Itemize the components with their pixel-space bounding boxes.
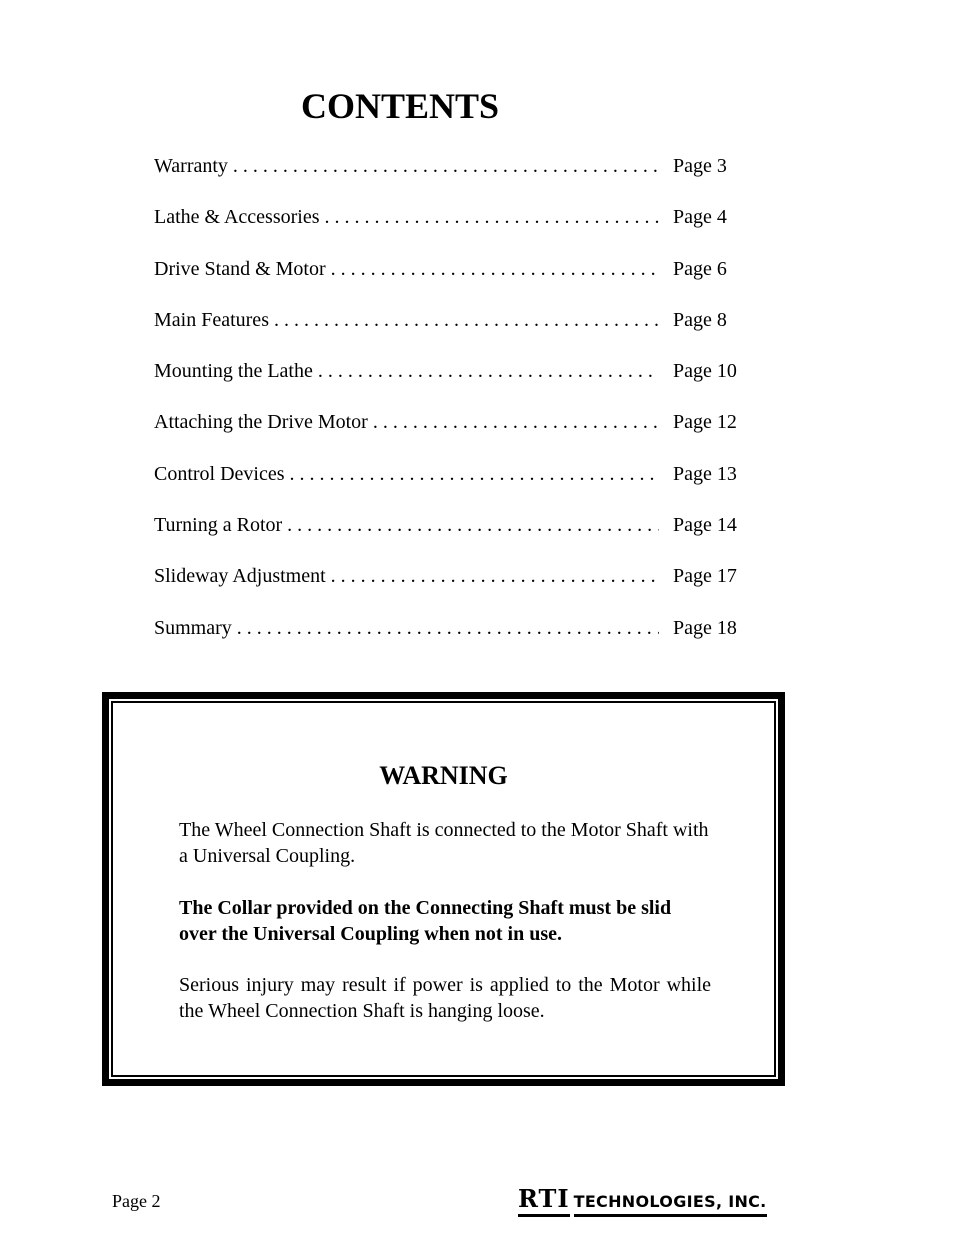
toc-entry-warranty (154, 152, 754, 203)
toc-entry-label: Attaching the Drive Motor . . . (154, 408, 659, 436)
warning-paragraph-coupling: The Wheel Connection Shaft is connected to the Motor Shaft with a Universal Coupling. (179, 819, 709, 867)
warning-paragraph-collar: The Collar provided on the Connecting Shaft must be slid over the Universal Coupling when not in use. (179, 897, 672, 945)
toc-entry-page: Page 4 (673, 206, 727, 229)
warning-paragraph-injury: Serious injury may result if power is applied to the Motor while the Wheel Connection Shaft is hanging loose. (179, 974, 711, 1022)
warning-box (102, 692, 785, 1086)
company-logo (518, 1184, 767, 1213)
toc-entry-label: Turning a Rotor . . . (154, 511, 659, 539)
toc-entry-page: Page 8 (673, 308, 727, 331)
logo-mark: RTI (518, 1184, 570, 1217)
toc-entry-main-features (154, 306, 754, 357)
toc-entry-lathe-accessories (154, 203, 754, 254)
toc-entry-label: Warranty . . . (154, 152, 659, 180)
toc-entry-label: Mounting the Lathe . . . (154, 357, 659, 385)
toc-entry-slideway-adjustment (154, 562, 754, 613)
toc-entry-turning-a-rotor (154, 511, 754, 562)
table-of-contents (154, 152, 754, 665)
toc-entry-page: Page 17 (673, 565, 737, 588)
contents-title: CONTENTS (301, 86, 500, 126)
toc-entry-page: Page 6 (673, 257, 727, 280)
toc-entry-page: Page 10 (673, 360, 737, 383)
toc-entry-page: Page 13 (673, 462, 737, 485)
toc-entry-page: Page 14 (673, 514, 737, 537)
toc-entry-control-devices (154, 460, 754, 511)
toc-entry-page: Page 12 (673, 411, 737, 434)
footer-page-number: Page 2 (112, 1191, 161, 1211)
logo-text: TECHNOLOGIES, INC. (574, 1192, 767, 1217)
toc-entry-mounting-the-lathe (154, 357, 754, 408)
warning-box-inner-border (111, 701, 776, 1077)
warning-heading: WARNING (379, 761, 508, 790)
toc-entry-summary (154, 614, 754, 665)
toc-entry-label: Main Features . . . (154, 306, 659, 334)
toc-entry-page: Page 18 (673, 616, 737, 639)
toc-entry-label: Lathe & Accessories . . . (154, 203, 659, 231)
toc-entry-drive-stand-motor (154, 255, 754, 306)
toc-entry-label: Slideway Adjustment . . . (154, 562, 659, 590)
toc-entry-page: Page 3 (673, 155, 727, 177)
toc-entry-label: Summary . . . (154, 614, 659, 642)
toc-entry-label: Drive Stand & Motor . . . (154, 255, 659, 283)
toc-entry-attaching-drive-motor (154, 408, 754, 459)
toc-entry-label: Control Devices . . . (154, 460, 659, 488)
